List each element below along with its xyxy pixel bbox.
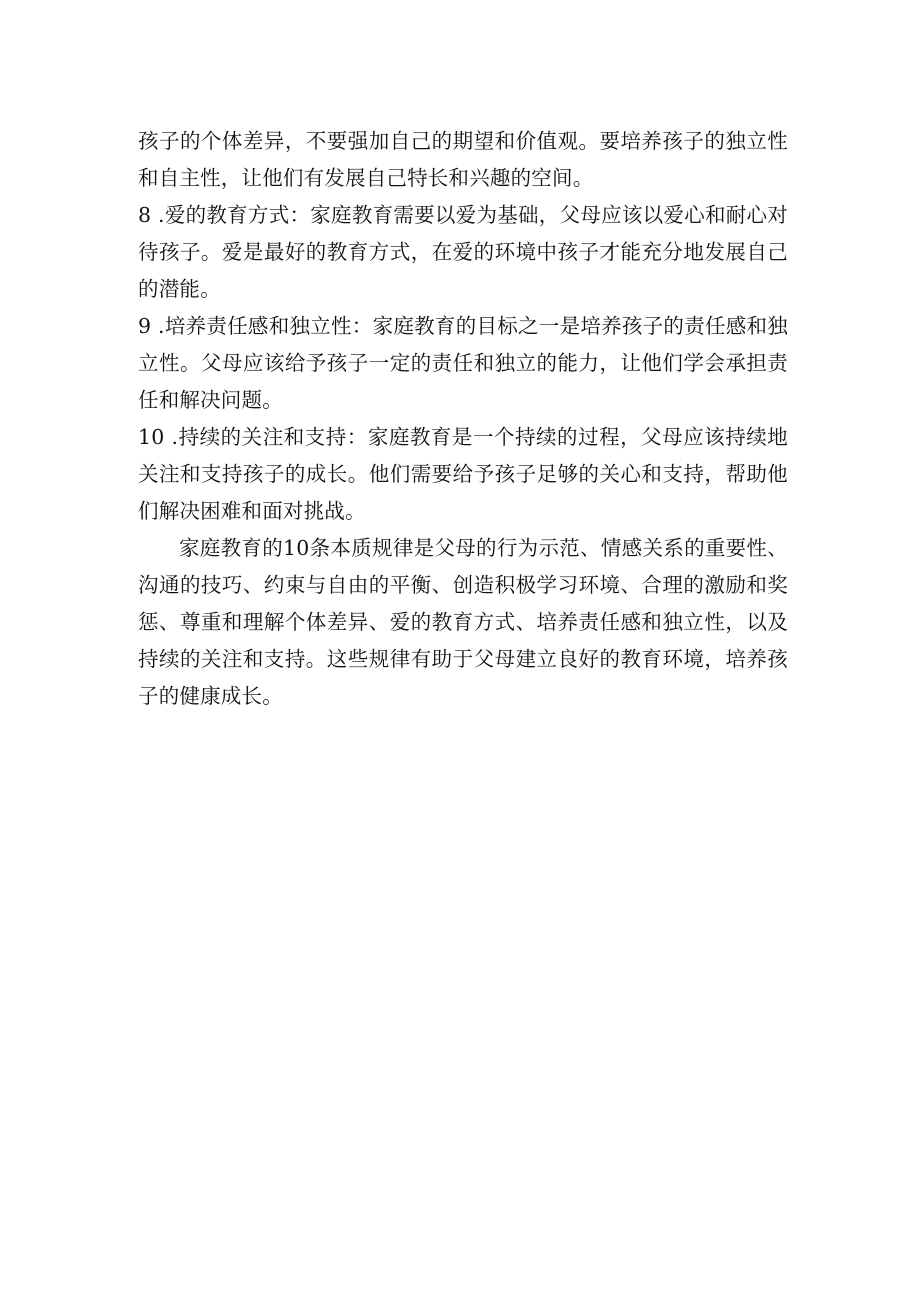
item-number: 9 xyxy=(138,314,152,338)
document-content xyxy=(138,123,788,715)
item-number: 10 xyxy=(138,425,165,449)
summary-paragraph: 家庭教育的10条本质规律是父母的行为示范、情感关系的重要性、沟通的技巧、约束与自由的平衡、创造积极学习环境、合理的激励和奖惩、尊重和理解个体差异、爱的教育方式、培养责任感和独立性，以及持续的关注和支持。这些规律有助于父母建立良好的教育环境，培养孩子的健康成长。 xyxy=(138,536,788,708)
continuation-paragraph: 孩子的个体差异，不要强加自己的期望和价值观。要培养孩子的独立性和自主性，让他们有发展自己特长和兴趣的空间。 xyxy=(138,129,788,190)
item-title: .培养责任感和独立性： xyxy=(158,314,373,338)
item-number: 8 xyxy=(138,203,152,227)
item-body: 家庭教育需要以爱为基础，父母应该以爱心和耐心对待孩子。爱是最好的教育方式，在爱的环境中孩子才能充分地发展自己的潜能。 xyxy=(138,203,788,301)
item-body: 家庭教育是一个持续的过程，父母应该持续地关注和支持孩子的成长。他们需要给予孩子足够的关心和支持，帮助他们解决困难和面对挑战。 xyxy=(138,425,789,523)
list-item-10 xyxy=(138,419,788,530)
list-item-9 xyxy=(138,308,788,419)
item-title: .爱的教育方式： xyxy=(158,203,311,227)
list-item-8 xyxy=(138,197,788,308)
item-body: 家庭教育的目标之一是培养孩子的责任感和独立性。父母应该给予孩子一定的责任和独立的能力，让他们学会承担责任和解决问题。 xyxy=(138,314,789,412)
item-title: .持续的关注和支持： xyxy=(171,425,368,449)
